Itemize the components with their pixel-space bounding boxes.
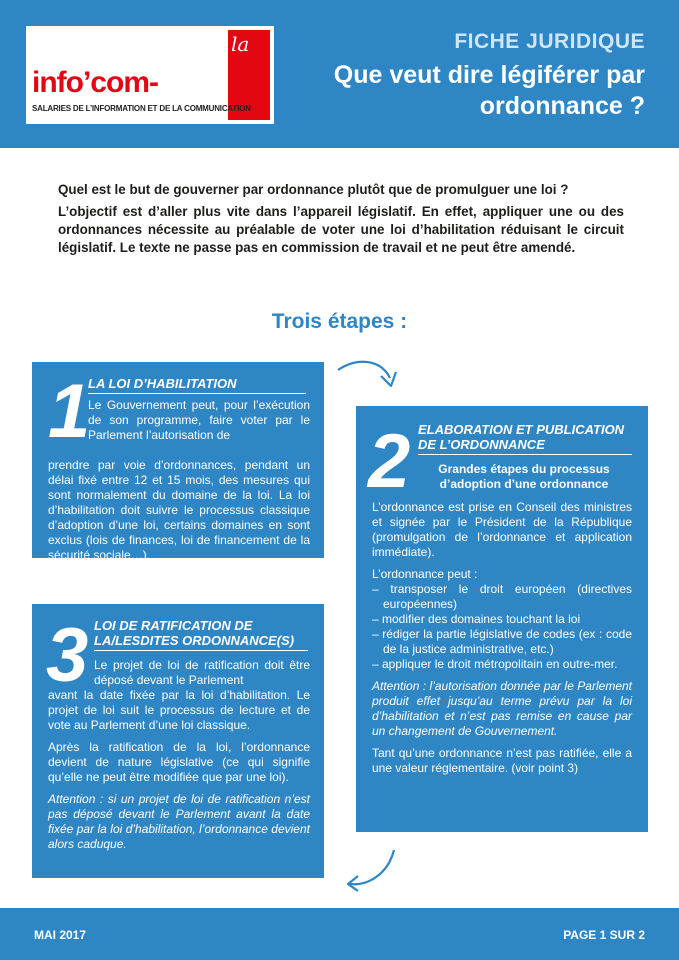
page-number: PAGE 1 SUR 2 [563, 928, 645, 942]
logo-wordmark [32, 66, 200, 100]
step-3-paragraph: avant la date fixée par la loi d’habilitation. Le projet de loi suit le processus de lecture et de vote au Parlement d’une loi classique. [48, 688, 310, 732]
logo-la-script: la [231, 32, 250, 56]
step-2-list [372, 582, 632, 672]
step-2-panel [356, 406, 648, 832]
step-3-paragraph-2: Après la ratification de la loi, l’ordonnance devient de nature législative (ce qui signifie qu’elle ne peut être modifiée que par une loi). [48, 740, 310, 784]
intro-answer: L’objectif est d’aller plus vite dans l’appareil législatif. En effet, appliquer une ou des ordonnances nécessite au préalable de voter une loi d’habilitation réduisant le circuit législatif. Le texte ne passe pas en commission de travail et ne peut être amendé. [58, 204, 624, 255]
step-1-text-top: Le Gouvernement peut, pour l’exécution de son programme, faire voter par le Parlement l’autorisation de [88, 398, 310, 442]
list-item: – appliquer le droit métropolitain en outre-mer. [372, 657, 618, 671]
step-2-title: ELABORATION ET PUBLICATION DE L’ORDONNANCE [418, 422, 632, 455]
step-1-panel [32, 362, 324, 562]
steps-heading: Trois étapes : [271, 310, 408, 333]
step-1-title: LA LOI D’HABILITATION [88, 376, 306, 394]
step-2-list-intro: L’ordonnance peut : [372, 567, 478, 581]
list-item: – transposer le droit européen (directives européennes) [372, 582, 632, 611]
step-3-panel [32, 604, 324, 878]
infocom-cgt-logo [26, 26, 274, 124]
footer-date: MAI 2017 [34, 928, 87, 942]
step-3-attention: Attention : si un projet de loi de ratification n’est pas déposé devant le Parlement avant la date fixée par la loi d’habilitation, l’ordonnance devient alors caduque. [48, 792, 310, 851]
curved-arrow-right-icon [334, 360, 404, 396]
step-2-subtitle: Grandes étapes du processus d’adoption d’une ordonnance [438, 462, 610, 491]
step-2-attention: Attention : l’autorisation donnée par le Parlement produit effet jusqu’au terme prévu par la loi d’habilitation et n’est pas remise en cause par un changement de Gouvernement. [372, 679, 632, 738]
step-1-text: prendre par voie d’ordonnances, pendant un délai fixé entre 12 et 15 mois, des mesures qui sont normalement du domaine de la loi. La loi d’habilitation doit suivre le processus classique d’adoption d’une loi, certains domaines en sont exclus (lois de finances, loi de financement de la sécurité sociale…). [48, 458, 310, 562]
document-kicker: FICHE JURIDIQUE [454, 30, 645, 53]
step-3-text-top: Le projet de loi de ratification doit être déposé devant le Parlement [94, 658, 310, 687]
footer-banner [0, 908, 679, 960]
intro-question: Quel est le but de gouverner par ordonnance plutôt que de promulguer une loi ? [58, 182, 569, 197]
curved-arrow-left-icon [338, 846, 400, 894]
step-2-paragraph: L’ordonnance est prise en Conseil des ministres et signée par le Président de la République (promulgation de l’ordonnance et application immédiate). [372, 500, 632, 559]
logo-wordmark-cgt: cgt [158, 66, 200, 99]
document-title: Que veut dire légiférer par ordonnance ? [333, 61, 645, 120]
step-3-body [48, 688, 310, 859]
step-2-closing-paragraph: Tant qu’une ordonnance n’est pas ratifiée, elle a une valeur réglementaire. (voir point 3) [372, 746, 632, 775]
logo-tagline: SALARIES DE L’INFORMATION ET DE LA COMMUNICATION [32, 104, 251, 113]
step-2-number: 2 [368, 419, 411, 504]
step-2-body [372, 500, 632, 783]
step-1-number: 1 [48, 369, 91, 454]
step-3-number: 3 [46, 613, 89, 698]
step-3-title: LOI DE RATIFICATION DE LA/LESDITES ORDONNANCE(S) [94, 618, 308, 651]
list-item: – modifier des domaines touchant la loi [372, 612, 581, 626]
logo-wordmark-infocom: info’com- [32, 66, 158, 99]
list-item: – rédiger la partie législative de codes (ex : code de la justice administrative, etc.) [372, 627, 632, 656]
header-banner [0, 0, 679, 148]
